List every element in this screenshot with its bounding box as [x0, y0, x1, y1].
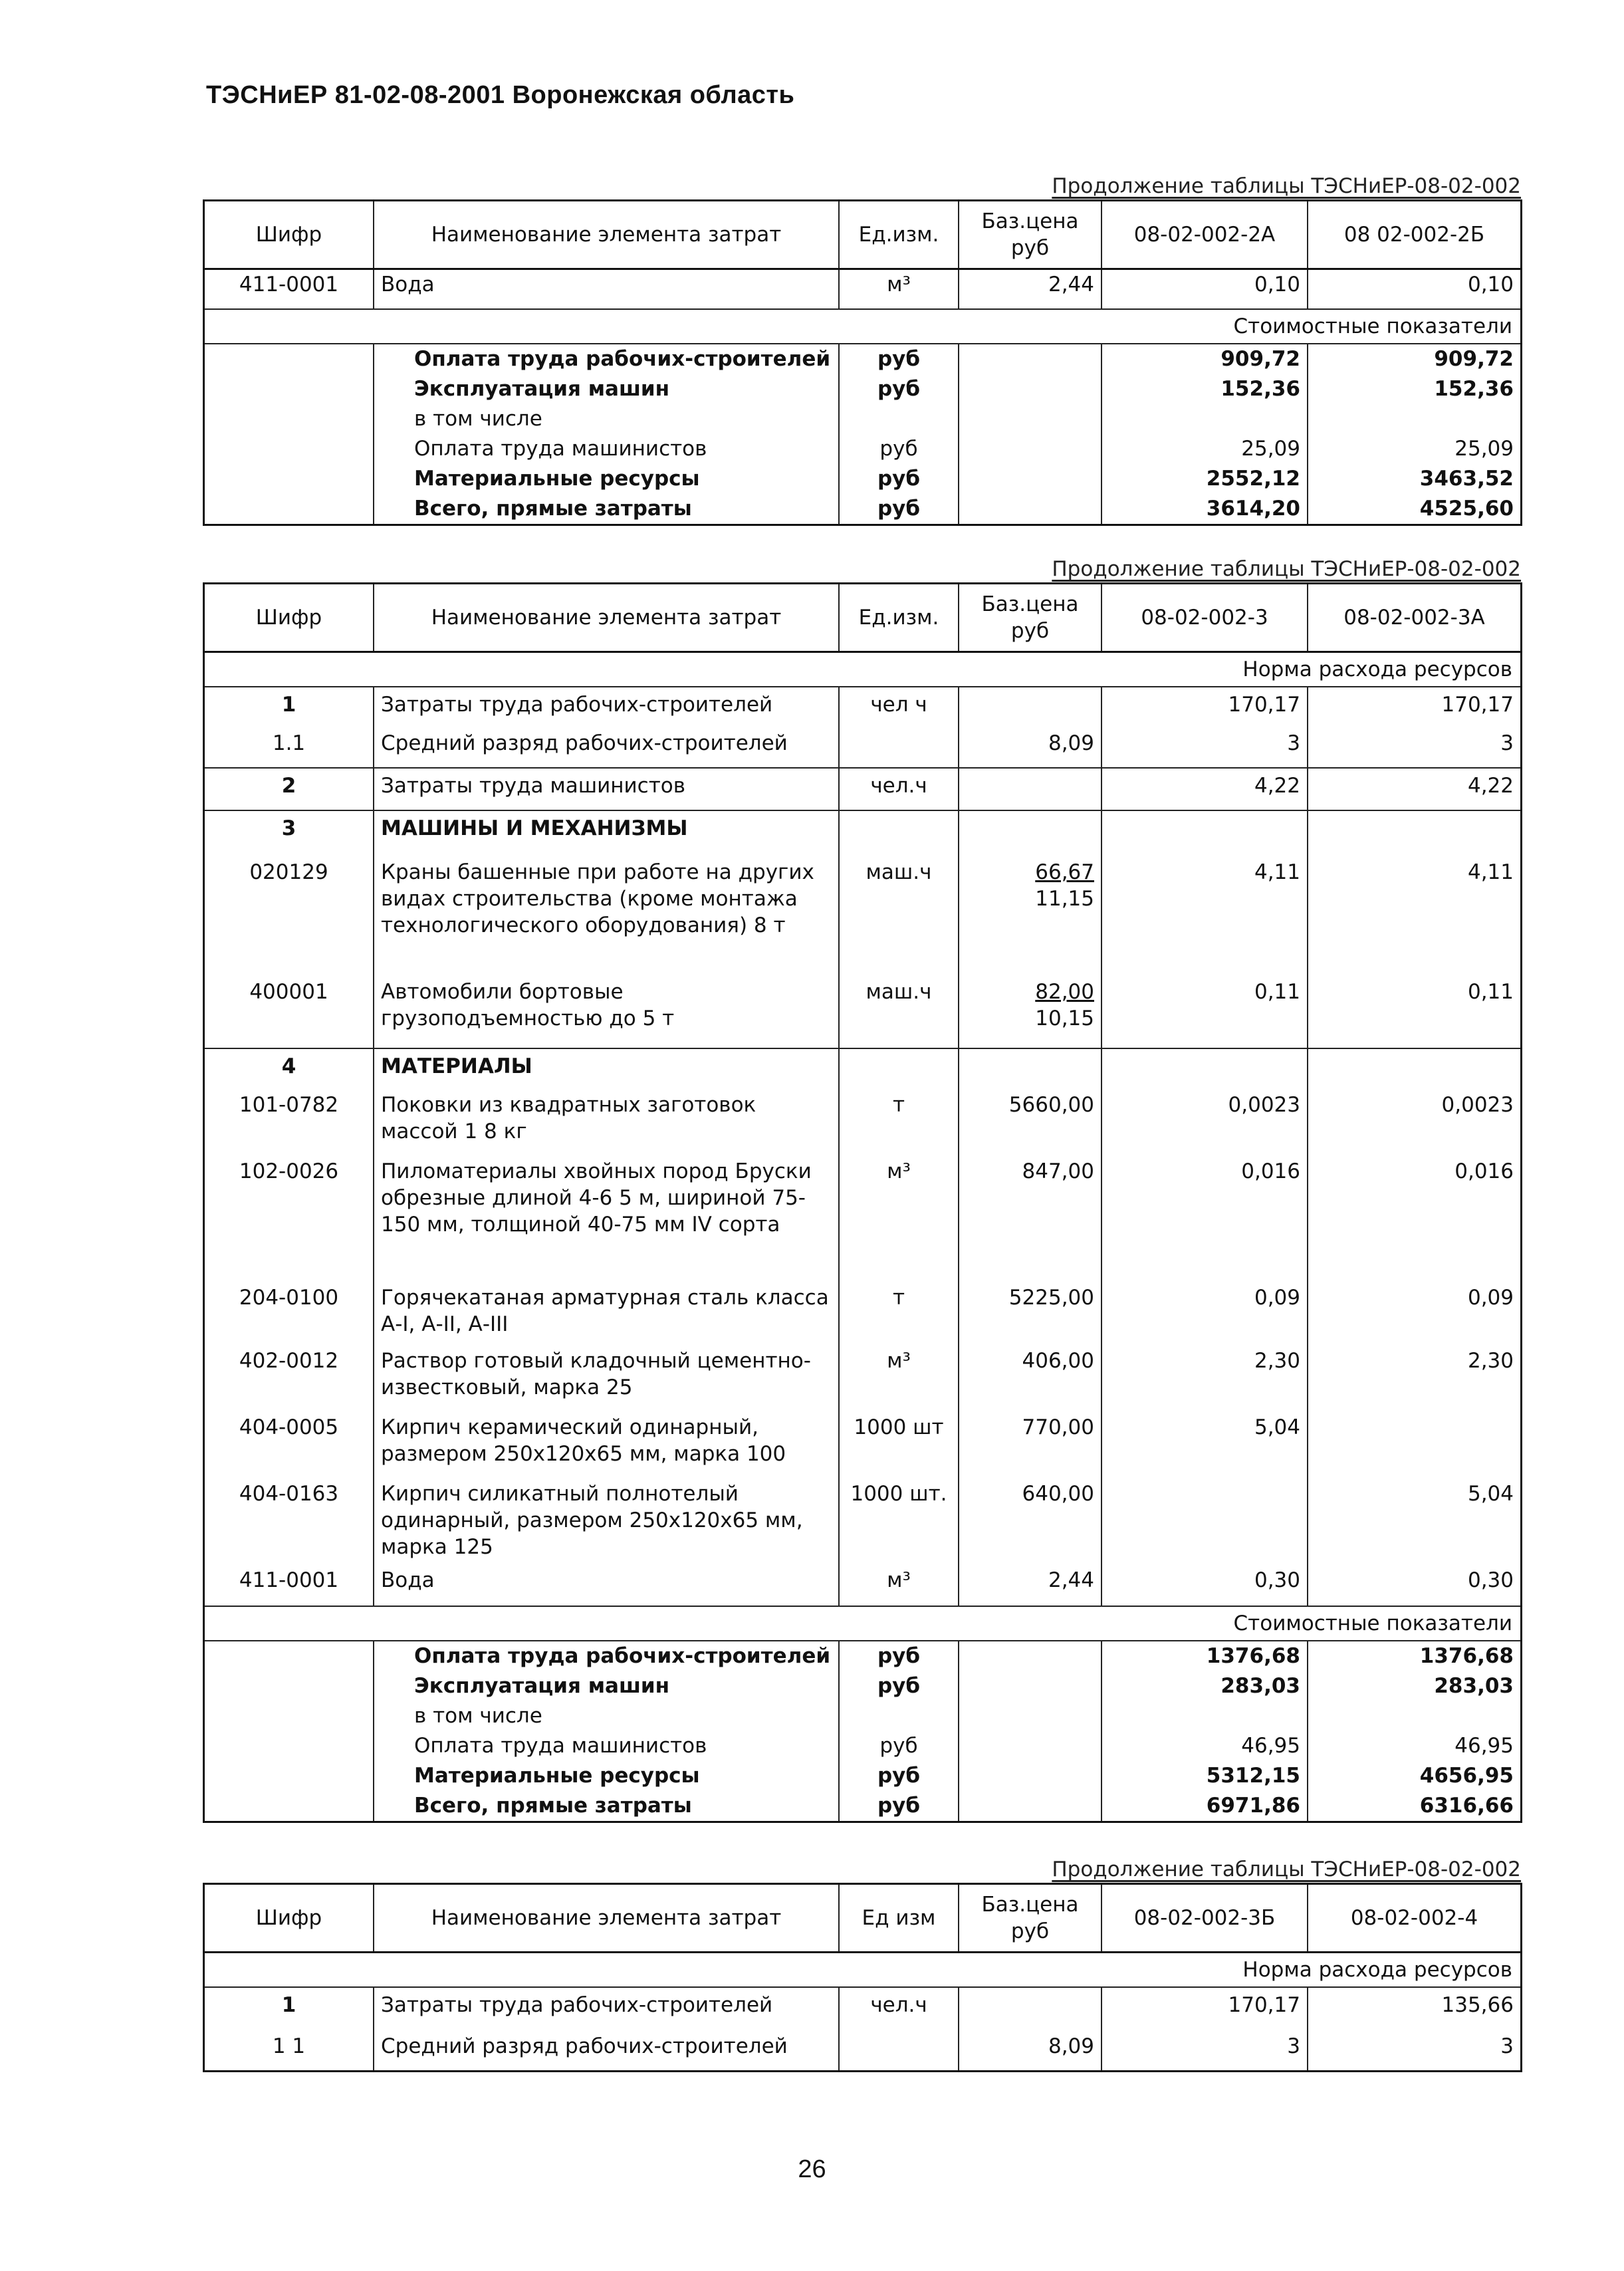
row-value-b: 5,04	[1467, 1482, 1514, 1506]
cost-value-a	[1102, 1701, 1308, 1731]
table-row	[205, 1344, 1520, 1410]
cost-name: Оплата труда рабочих-строителей	[374, 344, 840, 374]
cost-price	[959, 374, 1102, 404]
cost-row	[205, 404, 1520, 434]
cost-value-b: 25,09	[1454, 437, 1514, 461]
cost-code	[205, 1641, 374, 1671]
col-variant-a-header: 08-02-002-3Б	[1102, 1885, 1308, 1951]
row-code: 3	[205, 811, 374, 855]
cost-indicators-label: Стоимостные показатели	[1233, 1612, 1512, 1635]
table1-cost-rows	[205, 344, 1520, 524]
row-value-b: 2,30	[1467, 1349, 1514, 1373]
table3-header-row	[205, 1885, 1520, 1953]
cost-value-b: 6316,66	[1419, 1794, 1514, 1818]
cost-unit: руб	[840, 1731, 959, 1761]
row-code: 411-0001	[205, 1563, 374, 1606]
cost-price	[959, 1761, 1102, 1791]
section-label-row	[205, 653, 1520, 687]
row-code: 404-0163	[205, 1477, 374, 1563]
cost-price	[959, 1731, 1102, 1761]
row-code: 102-0026	[205, 1154, 374, 1280]
table-row	[205, 687, 1520, 726]
cost-price	[959, 1671, 1102, 1701]
cost-name: Эксплуатация машин	[374, 1671, 840, 1701]
row-unit: т	[840, 1280, 959, 1344]
cost-name: Материальные ресурсы	[374, 1761, 840, 1791]
cost-value-a: 2552,12	[1102, 464, 1308, 494]
cost-price	[959, 1791, 1102, 1821]
row-unit: чел ч	[840, 687, 959, 726]
row-name: Поковки из квадратных заготовок массой 1 8 кг	[374, 1088, 840, 1154]
table3-resource-rows	[205, 1988, 1520, 2070]
norm-label: Норма расхода ресурсов	[1242, 657, 1512, 681]
row-value-b	[1308, 1410, 1520, 1477]
col-variant-b-header: 08 02-002-2Б	[1343, 223, 1485, 247]
cost-value-b: 4656,95	[1419, 1764, 1514, 1788]
col-unit-header: Ед изм	[840, 1885, 959, 1951]
row-unit	[840, 2029, 959, 2070]
col-code-header: Шифр	[205, 201, 374, 268]
cost-code	[205, 404, 374, 434]
row-code: 1	[205, 687, 374, 726]
cost-value-b: 1376,68	[1419, 1644, 1514, 1668]
cost-row	[205, 494, 1520, 524]
cost-value-b: 3463,52	[1419, 467, 1514, 491]
cost-row	[205, 1731, 1520, 1761]
col-code-header: Шифр	[205, 1885, 374, 1951]
cost-code	[205, 494, 374, 524]
section-label-row	[205, 308, 1520, 344]
row-value-a: 170,17	[1102, 687, 1308, 726]
table3-caption: Продолжение таблицы ТЭСНиЕР-08-02-002	[1052, 1857, 1521, 1881]
cost-name: Эксплуатация машин	[374, 374, 840, 404]
row-value-a	[1102, 1477, 1308, 1563]
table-row	[205, 975, 1520, 1048]
cost-price	[959, 404, 1102, 434]
row-value-b: 0,10	[1467, 273, 1514, 297]
cost-name: Оплата труда машинистов	[374, 434, 840, 464]
cost-value-b: 152,36	[1434, 377, 1514, 401]
cost-unit: руб	[840, 374, 959, 404]
row-value-a: 3	[1102, 2029, 1308, 2070]
cost-value-a: 3614,20	[1102, 494, 1308, 524]
row-price-machinist: 11,15	[1035, 887, 1094, 911]
table3	[203, 1883, 1522, 2072]
cost-value-a: 25,09	[1102, 434, 1308, 464]
cost-row	[205, 1671, 1520, 1701]
row-value-b: 0,11	[1467, 980, 1514, 1004]
cost-name: Материальные ресурсы	[374, 464, 840, 494]
cost-value-a	[1102, 404, 1308, 434]
table-row	[205, 767, 1520, 810]
table-row	[205, 855, 1520, 975]
cost-price	[959, 1701, 1102, 1731]
table-row	[205, 1280, 1520, 1344]
row-price	[959, 855, 1102, 975]
row-code: 1	[205, 1988, 374, 2029]
row-price-value: 8,09	[1048, 731, 1094, 755]
row-code: 404-0005	[205, 1410, 374, 1477]
row-unit: чел.ч	[840, 1988, 959, 2029]
row-unit: 1000 шт	[840, 1410, 959, 1477]
row-value-a	[1102, 811, 1308, 855]
col-name-header: Наименование элемента затрат	[374, 201, 840, 268]
cost-indicators-label: Стоимостные показатели	[1233, 314, 1512, 338]
table2-header-row	[205, 584, 1520, 653]
row-unit: т	[840, 1088, 959, 1154]
row-unit	[840, 1049, 959, 1088]
cost-unit: руб	[840, 1671, 959, 1701]
row-price	[959, 769, 1102, 810]
row-price	[959, 687, 1102, 726]
row-unit: маш.ч	[840, 975, 959, 1048]
row-value-a: 0,09	[1102, 1280, 1308, 1344]
row-value-a: 4,11	[1102, 855, 1308, 975]
row-value-a: 170,17	[1102, 1988, 1308, 2029]
cost-code	[205, 464, 374, 494]
cost-price	[959, 344, 1102, 374]
table-row	[205, 2029, 1520, 2070]
col-name-header: Наименование элемента затрат	[374, 584, 840, 651]
row-price	[959, 1477, 1102, 1563]
col-variant-b-header: 08-02-002-4	[1350, 1906, 1478, 1930]
cost-value-b: 283,03	[1434, 1674, 1514, 1698]
table2	[203, 582, 1522, 1823]
cost-value-a: 5312,15	[1102, 1761, 1308, 1791]
row-value-b: 0,0023	[1441, 1093, 1514, 1117]
cost-name: Оплата труда рабочих-строителей	[374, 1641, 840, 1671]
cost-price	[959, 464, 1102, 494]
norm-label: Норма расхода ресурсов	[1242, 1958, 1512, 1982]
row-code: 020129	[205, 855, 374, 975]
row-price	[959, 1280, 1102, 1344]
row-value-a: 0,30	[1102, 1563, 1308, 1606]
row-value-b: 0,30	[1467, 1568, 1514, 1592]
row-name: Горячекатаная арматурная сталь класса А-I, А-II, А-III	[374, 1280, 840, 1344]
row-price	[959, 811, 1102, 855]
cost-code	[205, 1791, 374, 1821]
cost-code	[205, 1761, 374, 1791]
row-value-a: 4,22	[1102, 769, 1308, 810]
col-variant-b-header: 08-02-002-3А	[1343, 606, 1485, 630]
cost-row	[205, 374, 1520, 404]
row-name: Раствор готовый кладочный цементно-известковый, марка 25	[374, 1344, 840, 1410]
col-price-header: Баз.цена руб	[959, 201, 1102, 268]
cost-value-a: 1376,68	[1102, 1641, 1308, 1671]
cost-unit	[840, 1701, 959, 1731]
cost-code	[205, 434, 374, 464]
table1-caption: Продолжение таблицы ТЭСНиЕР-08-02-002	[1052, 174, 1521, 198]
row-unit: м³	[840, 1344, 959, 1410]
row-code: 2	[205, 769, 374, 810]
row-unit: м³	[840, 1563, 959, 1606]
cost-value-a: 152,36	[1102, 374, 1308, 404]
row-price-value: 5660,00	[1008, 1093, 1094, 1117]
table-row	[205, 1088, 1520, 1154]
row-value-b	[1308, 1049, 1520, 1088]
document-title: ТЭСНиЕР 81-02-08-2001 Воронежская область	[206, 81, 795, 109]
cost-name: в том числе	[374, 1701, 840, 1731]
col-unit-header: Ед.изм.	[840, 584, 959, 651]
cost-unit	[840, 404, 959, 434]
row-value-b: 4,22	[1467, 774, 1514, 798]
cost-value-a: 6971,86	[1102, 1791, 1308, 1821]
cost-name: в том числе	[374, 404, 840, 434]
row-price	[959, 1154, 1102, 1280]
row-value-a: 0,0023	[1102, 1088, 1308, 1154]
cost-unit: руб	[840, 464, 959, 494]
row-code: 204-0100	[205, 1280, 374, 1344]
row-price-value: 770,00	[1022, 1415, 1094, 1439]
row-value-a: 0,016	[1102, 1154, 1308, 1280]
row-price	[959, 1088, 1102, 1154]
row-price-value: 5225,00	[1008, 1286, 1094, 1310]
cost-price	[959, 1641, 1102, 1671]
section-label-row	[205, 1953, 1520, 1988]
row-unit: м³	[840, 1154, 959, 1280]
row-name: Кирпич силикатный полнотелый одинарный, размером 250х120х65 мм, марка 125	[374, 1477, 840, 1563]
cost-code	[205, 374, 374, 404]
table-row	[205, 1410, 1520, 1477]
cost-code	[205, 1701, 374, 1731]
cost-price	[959, 494, 1102, 524]
table-row	[205, 270, 1520, 308]
table-row	[205, 1477, 1520, 1563]
col-name-header: Наименование элемента затрат	[374, 1885, 840, 1951]
cost-value-a: 909,72	[1102, 344, 1308, 374]
row-unit: маш.ч	[840, 855, 959, 975]
row-value-a: 0,11	[1102, 975, 1308, 1048]
cost-value-b: 909,72	[1434, 347, 1514, 371]
row-value-b: 135,66	[1441, 1993, 1514, 2017]
row-code: 411-0001	[205, 270, 374, 308]
table1	[203, 199, 1522, 526]
row-price: 2,44	[959, 270, 1102, 308]
row-value-b: 3	[1500, 731, 1514, 755]
row-price-value: 66,67	[1035, 860, 1094, 884]
table-row	[205, 726, 1520, 767]
cost-code	[205, 1731, 374, 1761]
page-number: 26	[798, 2155, 826, 2183]
row-price	[959, 1988, 1102, 2029]
row-name: Кирпич керамический одинарный, размером 250х120х65 мм, марка 100	[374, 1410, 840, 1477]
row-name: Автомобили бортовые грузоподъемностью до 5 т	[374, 975, 840, 1048]
row-unit: 1000 шт.	[840, 1477, 959, 1563]
row-unit: м³	[840, 270, 959, 308]
cost-name: Оплата труда машинистов	[374, 1731, 840, 1761]
row-value-a: 0,10	[1102, 270, 1308, 308]
row-value-a: 2,30	[1102, 1344, 1308, 1410]
row-value-a	[1102, 1049, 1308, 1088]
row-code: 4	[205, 1049, 374, 1088]
cost-unit: руб	[840, 344, 959, 374]
cost-unit: руб	[840, 1761, 959, 1791]
row-name: Вода	[374, 1563, 840, 1606]
cost-unit: руб	[840, 494, 959, 524]
cost-value-b: 4525,60	[1419, 497, 1514, 521]
cost-row	[205, 1641, 1520, 1671]
row-name: Затраты труда рабочих-строителей	[374, 687, 840, 726]
row-name: Вода	[374, 270, 840, 308]
row-price	[959, 1410, 1102, 1477]
cost-unit: руб	[840, 1641, 959, 1671]
row-code: 402-0012	[205, 1344, 374, 1410]
row-name: Затраты труда машинистов	[374, 769, 840, 810]
cost-name: Всего, прямые затраты	[374, 494, 840, 524]
cost-name: Всего, прямые затраты	[374, 1791, 840, 1821]
table2-cost-rows	[205, 1641, 1520, 1821]
table1-header-row	[205, 201, 1520, 270]
row-code: 101-0782	[205, 1088, 374, 1154]
col-price-header: Баз.цена руб	[959, 1885, 1102, 1951]
row-value-b: 3	[1500, 2034, 1514, 2058]
cost-row	[205, 1761, 1520, 1791]
row-value-b	[1308, 811, 1520, 855]
cost-row	[205, 1791, 1520, 1821]
row-value-a: 5,04	[1102, 1410, 1308, 1477]
col-variant-a-header: 08-02-002-3	[1102, 584, 1308, 651]
row-price	[959, 1049, 1102, 1088]
table-row	[205, 1048, 1520, 1088]
row-code: 1 1	[205, 2029, 374, 2070]
row-name: Средний разряд рабочих-строителей	[374, 726, 840, 767]
col-variant-a-header: 08-02-002-2А	[1102, 201, 1308, 268]
row-price	[959, 1344, 1102, 1410]
table-row	[205, 1154, 1520, 1280]
row-code: 400001	[205, 975, 374, 1048]
row-price	[959, 2029, 1102, 2070]
cost-value-b	[1308, 1701, 1520, 1731]
row-name: МАШИНЫ И МЕХАНИЗМЫ	[374, 811, 840, 855]
row-value-b: 0,016	[1454, 1159, 1514, 1183]
cost-unit: руб	[840, 1791, 959, 1821]
cost-unit: руб	[840, 434, 959, 464]
row-name: Средний разряд рабочих-строителей	[374, 2029, 840, 2070]
row-unit	[840, 726, 959, 767]
col-unit-header: Ед.изм.	[840, 201, 959, 268]
row-price-machinist: 10,15	[1035, 1007, 1094, 1030]
cost-row	[205, 1701, 1520, 1731]
row-price-value: 640,00	[1022, 1482, 1094, 1506]
row-unit	[840, 811, 959, 855]
col-price-header: Баз.цена руб	[959, 584, 1102, 651]
table-row	[205, 810, 1520, 855]
row-value-b: 0,09	[1467, 1286, 1514, 1310]
cost-code	[205, 344, 374, 374]
table-row	[205, 1563, 1520, 1606]
table-row	[205, 1988, 1520, 2029]
cost-value-a: 46,95	[1102, 1731, 1308, 1761]
cost-price	[959, 434, 1102, 464]
row-name: Краны башенные при работе на других видах строительства (кроме монтажа технологического оборудования) 8 т	[374, 855, 840, 975]
table2-caption: Продолжение таблицы ТЭСНиЕР-08-02-002	[1052, 557, 1521, 581]
row-name: Пиломатериалы хвойных пород Бруски обрезные длиной 4-6 5 м, шириной 75-150 мм, толщиной 40-75 мм IV сорта	[374, 1154, 840, 1280]
row-price-value: 406,00	[1022, 1349, 1094, 1373]
row-price	[959, 1563, 1102, 1606]
cost-row	[205, 464, 1520, 494]
row-name: Затраты труда рабочих-строителей	[374, 1988, 840, 2029]
cost-value-b: 46,95	[1454, 1734, 1514, 1758]
row-price-value: 847,00	[1022, 1159, 1094, 1183]
row-price	[959, 726, 1102, 767]
row-price-value: 82,00	[1035, 980, 1094, 1004]
cost-value-a: 283,03	[1102, 1671, 1308, 1701]
row-price	[959, 975, 1102, 1048]
cost-row	[205, 344, 1520, 374]
cost-value-b	[1308, 404, 1520, 434]
row-value-b: 170,17	[1441, 693, 1514, 717]
cost-row	[205, 434, 1520, 464]
section-label-row	[205, 1606, 1520, 1641]
table2-resource-rows	[205, 687, 1520, 1606]
col-code-header: Шифр	[205, 584, 374, 651]
row-value-b: 4,11	[1467, 860, 1514, 884]
row-price-value: 8,09	[1048, 2034, 1094, 2058]
row-name: МАТЕРИАЛЫ	[374, 1049, 840, 1088]
row-code: 1.1	[205, 726, 374, 767]
row-unit: чел.ч	[840, 769, 959, 810]
cost-code	[205, 1671, 374, 1701]
row-value-a: 3	[1102, 726, 1308, 767]
row-price-value: 2,44	[1048, 1568, 1094, 1592]
